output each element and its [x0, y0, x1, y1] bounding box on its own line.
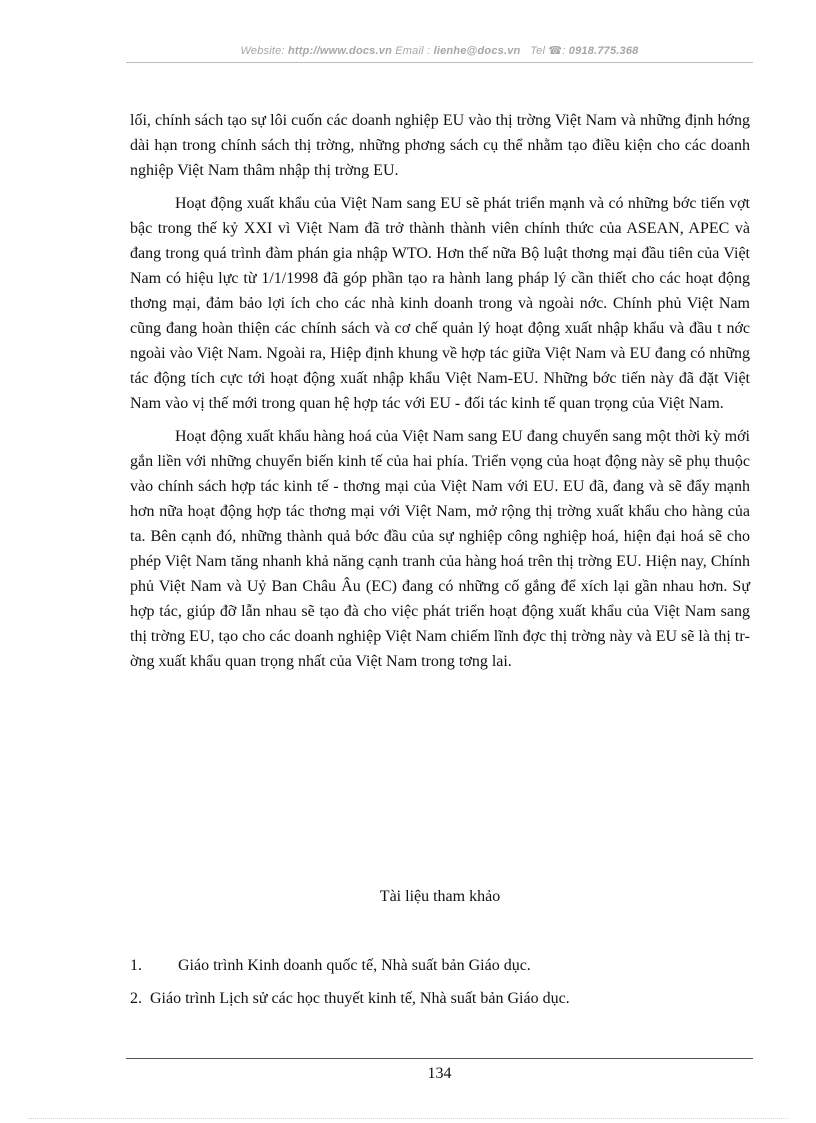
paragraph-1: lối, chính sách tạo sự lôi cuốn các doanh nghiệp EU vào thị trờng Việt Nam và những định hớng dài hạn trong chính sách thị trờng, những phơng sách cụ thể nhằm tạo điều kiện cho các doanh nghiệp Việt Nam thâm nhập thị trờng EU.	[130, 112, 750, 179]
reference-item-1	[130, 957, 531, 975]
tel-label: Tel ☎:	[530, 45, 566, 57]
references-heading: Tài liệu tham khảo	[379, 888, 501, 905]
document-body	[130, 108, 750, 682]
bottom-dotted-border	[28, 1118, 788, 1119]
header-divider	[126, 62, 753, 63]
website-label: Website:	[240, 45, 285, 57]
tel-number: 0918.775.368	[568, 45, 639, 57]
paragraph-3: Hoạt động xuất khẩu hàng hoá của Việt Nam sang EU đang chuyển sang một thời kỳ mới gắn liền với những chuyển biến kinh tế của hai phía. Triển vọng của hoạt động này sẽ phụ thuộc vào chính sách hợp tác kinh tế - thơng mại của Việt Nam với EU. EU đã, đang và sẽ đẩy mạnh hơn nữa hoạt động hợp tác thơng mại với Việt Nam, mở rộng thị trờng xuất khẩu cho hàng của ta. Bên cạnh đó, những thành quả bớc đầu của sự nghiệp công nghiệp hoá, hiện đại hoá sẽ cho phép Việt Nam tăng nhanh khả năng cạnh tranh của hàng hoá trên thị trờng EU. Hiện nay, Chính phủ Việt Nam và Uỷ Ban Châu Âu (EC) đang có những cố gắng để xích lại gần nhau hơn. Sự hợp tác, giúp đỡ lẫn nhau sẽ tạo đà cho việc phát triển hoạt động xuất khẩu của Việt Nam sang thị trờng EU, tạo cho các doanh nghiệp Việt Nam chiếm lĩnh đợc thị trờng này và EU sẽ là thị trờng xuất khẩu quan trọng nhất của Việt Nam trong tơng lai.	[130, 428, 750, 670]
reference-item-2	[130, 990, 570, 1008]
email-link[interactable]: lienhe@docs.vn	[433, 45, 521, 57]
reference-text: Giáo trình Lịch sử các học thuyết kinh tế, Nhà suất bản Giáo dục.	[150, 990, 570, 1007]
paragraph-2: Hoạt động xuất khẩu của Việt Nam sang EU sẽ phát triển mạnh và có những bớc tiến vợt bậc trong thế kỷ XXI vì Việt Nam đã trở thành thành viên chính thức của ASEAN, APEC và đang trong quá trình đàm phán gia nhập WTO. Hơn thế nữa Bộ luật thơng mại đầu tiên của Việt Nam có hiệu lực từ 1/1/1998 đã góp phần tạo ra hành lang pháp lý cần thiết cho các hoạt động thơng mại, đảm bảo lợi ích cho các nhà kinh doanh trong và ngoài nớc. Chính phủ Việt Nam cũng đang hoàn thiện các chính sách và cơ chế quản lý hoạt động xuất nhập khẩu và đầu t nớc ngoài vào Việt Nam. Ngoài ra, Hiệp định khung về hợp tác giữa Việt Nam và EU đang có những tác động tích cực tới hoạt động xuất nhập khẩu Việt Nam-EU. Những bớc tiến này đã đặt Việt Nam vào vị thế mới trong quan hệ hợp tác với EU - đối tác kinh tế quan trọng của Việt Nam.	[130, 195, 750, 412]
reference-number: 1.	[130, 957, 142, 974]
reference-number: 2.	[130, 990, 142, 1007]
page-header	[126, 44, 753, 57]
reference-text: Giáo trình Kinh doanh quốc tế, Nhà suất bản Giáo dục.	[178, 957, 531, 974]
website-link[interactable]: http://www.docs.vn	[287, 45, 392, 57]
email-label: Email :	[395, 45, 431, 57]
footer-divider	[126, 1058, 753, 1059]
page-number: 134	[427, 1065, 452, 1082]
